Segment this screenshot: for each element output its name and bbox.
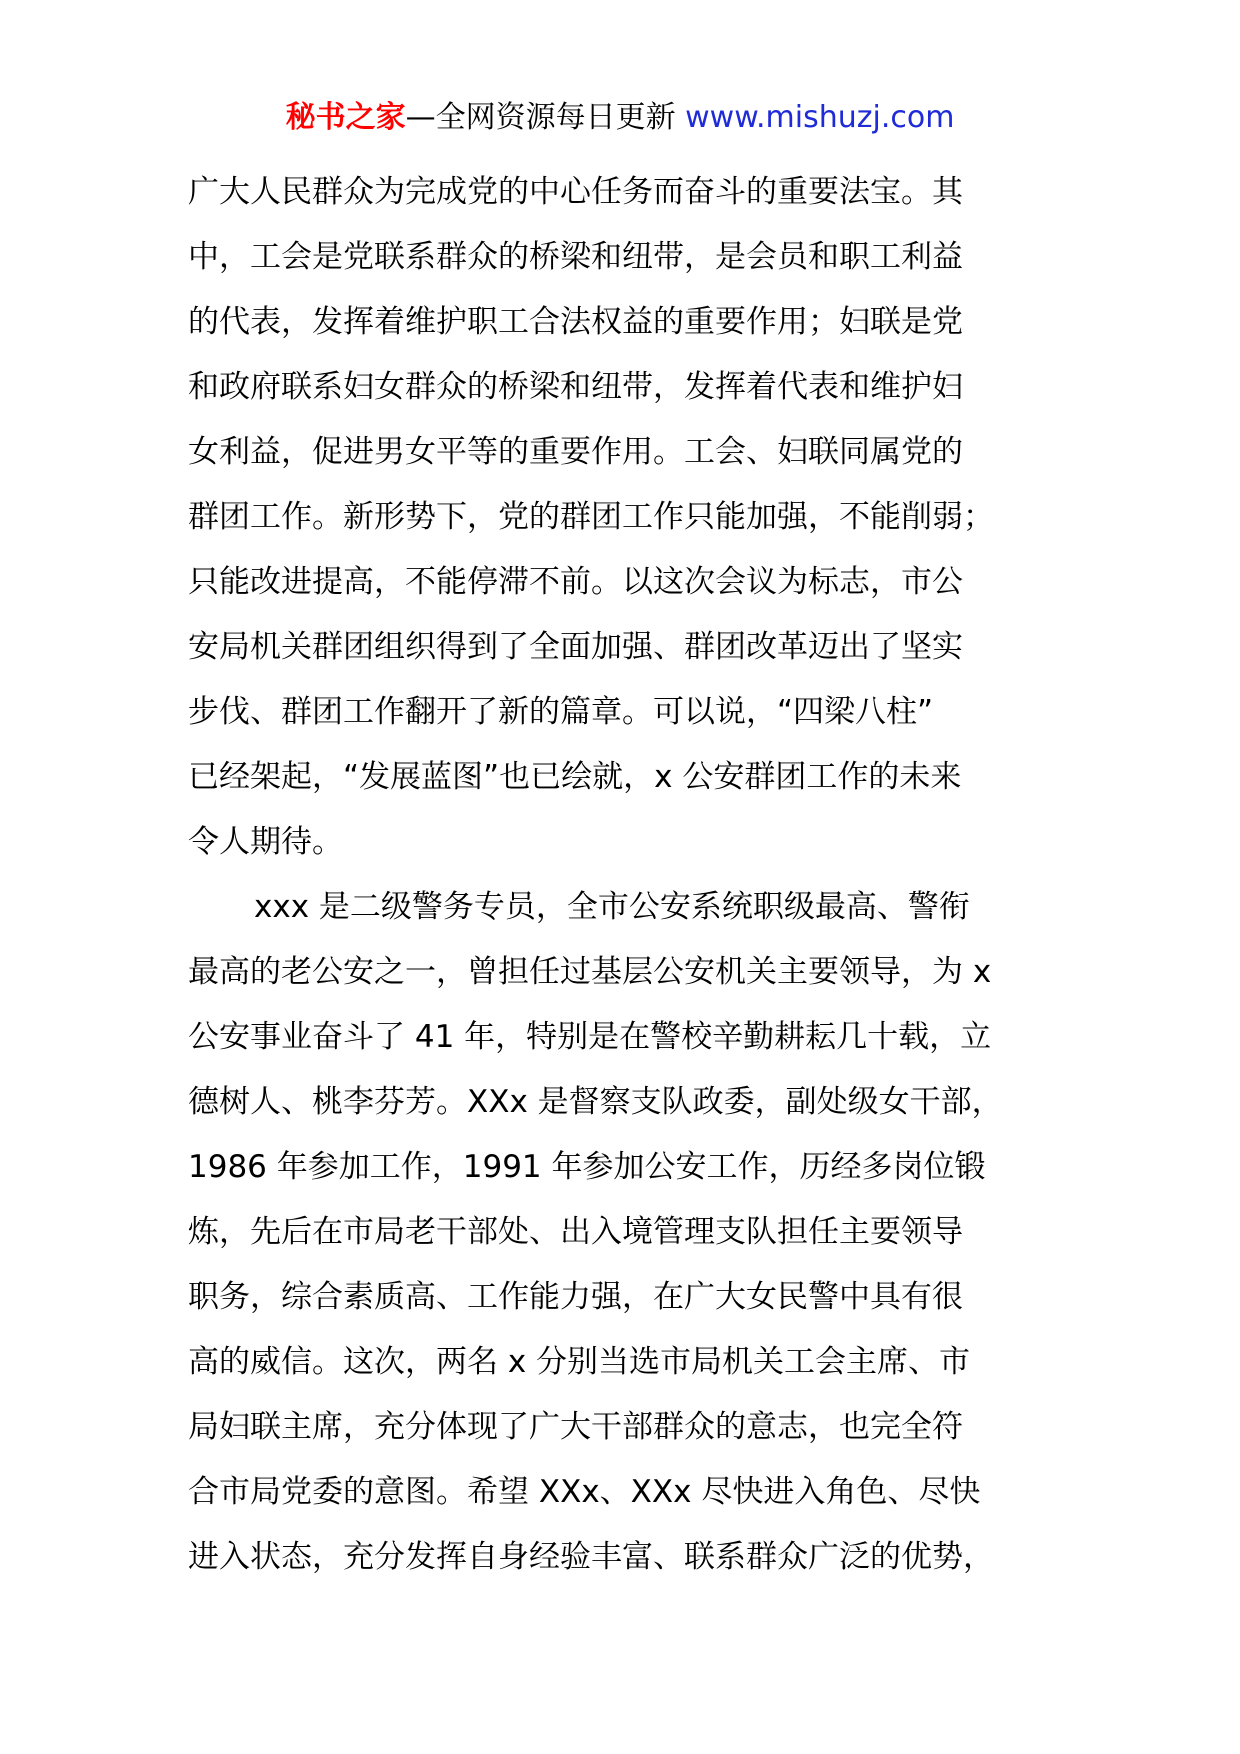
- text-line: 广大人民群众为完成党的中心任务而奋斗的重要法宝。其: [188, 174, 963, 210]
- text-line: 令人期待。: [188, 824, 343, 860]
- text-line: 合市局党委的意图。希望 XXx、XXx 尽快进入角色、尽快: [188, 1474, 981, 1510]
- text-line: 进入状态，充分发挥自身经验丰富、联系群众广泛的优势，: [188, 1539, 994, 1575]
- text-line: 德树人、桃李芬芳。XXx 是督察支队政委，副处级女干部，: [188, 1084, 1003, 1120]
- text-line: 只能改进提高，不能停滞不前。以这次会议为标志，市公: [188, 564, 963, 600]
- page-header: [0, 98, 1240, 138]
- text-line: 已经架起，“发展蓝图”也已绘就，x 公安群团工作的未来: [188, 759, 962, 795]
- paragraph-start-line: xxx 是二级警务专员，全市公安系统职级最高、警衔: [254, 889, 970, 925]
- header-tagline: —全网资源每日更新: [405, 100, 676, 135]
- text-line: 炼，先后在市局老干部处、出入境管理支队担任主要领导: [188, 1214, 963, 1250]
- text-line: 步伐、群团工作翻开了新的篇章。可以说，“四梁八柱”: [188, 694, 934, 730]
- text-line: 群团工作。新形势下，党的群团工作只能加强，不能削弱；: [188, 499, 994, 535]
- text-line: 的代表，发挥着维护职工合法权益的重要作用；妇联是党: [188, 304, 963, 340]
- document-body: [188, 160, 1068, 1590]
- website-link[interactable]: www.mishuzj.com: [685, 100, 955, 135]
- brand-name: 秘书之家: [285, 100, 406, 135]
- text-line: 中，工会是党联系群众的桥梁和纽带，是会员和职工利益: [188, 239, 963, 275]
- text-line: 女利益，促进男女平等的重要作用。工会、妇联同属党的: [188, 434, 963, 470]
- text-line: 高的威信。这次，两名 x 分别当选市局机关工会主席、市: [188, 1344, 971, 1380]
- text-line: 安局机关群团组织得到了全面加强、群团改革迈出了坚实: [188, 629, 963, 665]
- text-line: 1986 年参加工作，1991 年参加公安工作，历经多岗位锻: [188, 1149, 986, 1185]
- text-line: 职务，综合素质高、工作能力强，在广大女民警中具有很: [188, 1279, 963, 1315]
- text-line: 局妇联主席，充分体现了广大干部群众的意志，也完全符: [188, 1409, 963, 1445]
- text-line: 公安事业奋斗了 41 年，特别是在警校辛勤耕耘几十载，立: [188, 1019, 992, 1055]
- text-line: 和政府联系妇女群众的桥梁和纽带，发挥着代表和维护妇: [188, 369, 963, 405]
- text-line: 最高的老公安之一，曾担任过基层公安机关主要领导，为 x: [188, 954, 992, 990]
